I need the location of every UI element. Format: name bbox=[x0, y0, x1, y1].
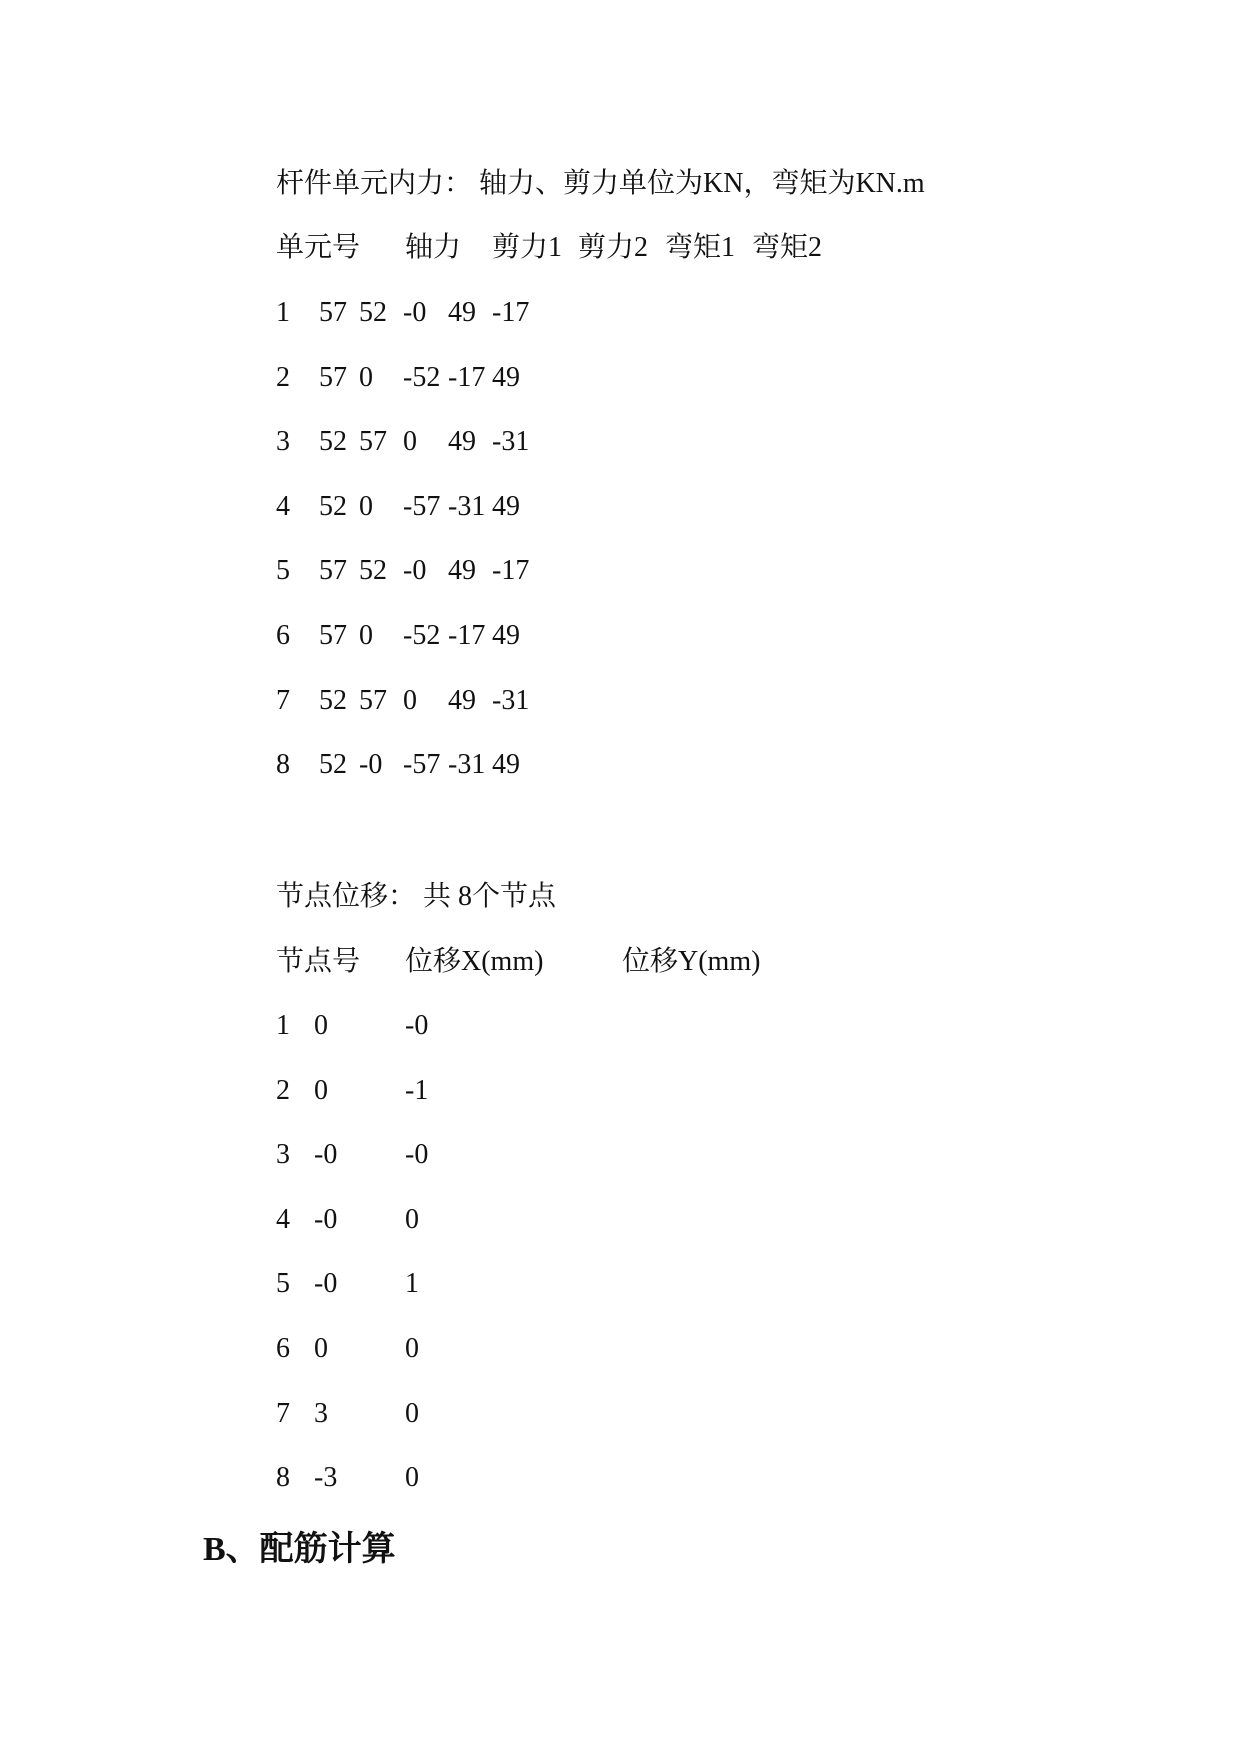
node-displacement-cell: 2 bbox=[276, 1075, 290, 1106]
member-force-cell: 4 bbox=[276, 491, 290, 522]
node-displacement-cell: 0 bbox=[314, 1010, 328, 1041]
node-displacement-cell: -0 bbox=[405, 1139, 429, 1170]
member-force-cell: -17 bbox=[448, 620, 486, 651]
member-force-cell: 3 bbox=[276, 426, 290, 457]
member-force-cell: 57 bbox=[359, 685, 387, 716]
node-displacements-title: 节点位移： 共 8个节点 bbox=[276, 881, 557, 912]
header-disp-y: 位移Y(mm) bbox=[622, 946, 761, 977]
header-shear-1: 剪力1 bbox=[492, 232, 563, 263]
node-displacement-cell: -0 bbox=[314, 1204, 338, 1235]
member-force-cell: 7 bbox=[276, 685, 290, 716]
member-force-cell: 0 bbox=[403, 685, 417, 716]
member-force-cell: 5 bbox=[276, 555, 290, 586]
member-force-cell: 52 bbox=[319, 749, 347, 780]
member-force-cell: 0 bbox=[359, 491, 373, 522]
header-element-no: 单元号 bbox=[276, 232, 361, 263]
member-force-cell: 52 bbox=[359, 297, 387, 328]
header-shear-2: 剪力2 bbox=[578, 232, 649, 263]
node-displacement-cell: 0 bbox=[405, 1462, 419, 1493]
member-force-cell: -17 bbox=[492, 297, 530, 328]
member-force-cell: 49 bbox=[492, 620, 520, 651]
member-force-cell: 49 bbox=[448, 555, 476, 586]
node-displacement-cell: 7 bbox=[276, 1398, 290, 1429]
header-disp-x: 位移X(mm) bbox=[405, 946, 544, 977]
member-force-cell: 52 bbox=[319, 426, 347, 457]
member-force-cell: 1 bbox=[276, 297, 290, 328]
member-force-cell: 52 bbox=[359, 555, 387, 586]
node-displacement-cell: 0 bbox=[405, 1398, 419, 1429]
member-force-cell: -52 bbox=[403, 620, 441, 651]
member-force-cell: -31 bbox=[492, 685, 530, 716]
member-force-cell: 49 bbox=[492, 491, 520, 522]
header-node-no: 节点号 bbox=[276, 946, 361, 977]
node-displacement-cell: 5 bbox=[276, 1268, 290, 1299]
member-force-cell: -31 bbox=[448, 749, 486, 780]
header-moment-2: 弯矩2 bbox=[752, 232, 823, 263]
member-force-cell: 49 bbox=[448, 297, 476, 328]
node-displacement-cell: 3 bbox=[276, 1139, 290, 1170]
member-force-cell: -0 bbox=[403, 555, 427, 586]
node-displacement-cell: 0 bbox=[405, 1204, 419, 1235]
member-force-cell: 57 bbox=[319, 620, 347, 651]
member-force-cell: 57 bbox=[319, 362, 347, 393]
header-axial: 轴力 bbox=[405, 232, 462, 263]
member-force-cell: -57 bbox=[403, 749, 441, 780]
member-force-cell: 52 bbox=[319, 685, 347, 716]
header-moment-1: 弯矩1 bbox=[665, 232, 736, 263]
member-force-cell: 49 bbox=[492, 749, 520, 780]
member-force-cell: 6 bbox=[276, 620, 290, 651]
node-displacement-cell: -3 bbox=[314, 1462, 338, 1493]
member-force-cell: 8 bbox=[276, 749, 290, 780]
member-forces-title: 杆件单元内力： 轴力、剪力单位为KN，弯矩为KN.m bbox=[276, 168, 925, 199]
node-displacement-cell: 8 bbox=[276, 1462, 290, 1493]
node-displacement-cell: 0 bbox=[314, 1075, 328, 1106]
member-force-cell: 0 bbox=[359, 620, 373, 651]
member-force-cell: -17 bbox=[448, 362, 486, 393]
section-heading: B、配筋计算 bbox=[203, 1531, 396, 1568]
node-displacement-cell: 4 bbox=[276, 1204, 290, 1235]
member-force-cell: 52 bbox=[319, 491, 347, 522]
member-force-cell: 57 bbox=[319, 297, 347, 328]
member-force-cell: 0 bbox=[403, 426, 417, 457]
member-force-cell: -17 bbox=[492, 555, 530, 586]
node-displacement-cell: 6 bbox=[276, 1333, 290, 1364]
node-displacement-cell: 0 bbox=[314, 1333, 328, 1364]
member-force-cell: -52 bbox=[403, 362, 441, 393]
member-force-cell: 2 bbox=[276, 362, 290, 393]
member-force-cell: 57 bbox=[359, 426, 387, 457]
node-displacement-cell: -1 bbox=[405, 1075, 429, 1106]
node-displacement-cell: 1 bbox=[405, 1268, 419, 1299]
member-force-cell: 57 bbox=[319, 555, 347, 586]
node-displacement-cell: 3 bbox=[314, 1398, 328, 1429]
node-displacement-cell: -0 bbox=[314, 1268, 338, 1299]
node-displacement-cell: 1 bbox=[276, 1010, 290, 1041]
member-force-cell: -31 bbox=[492, 426, 530, 457]
node-displacement-cell: -0 bbox=[405, 1010, 429, 1041]
member-force-cell: -0 bbox=[359, 749, 383, 780]
member-force-cell: 0 bbox=[359, 362, 373, 393]
node-displacement-cell: 0 bbox=[405, 1333, 419, 1364]
member-force-cell: -57 bbox=[403, 491, 441, 522]
member-force-cell: -31 bbox=[448, 491, 486, 522]
member-force-cell: 49 bbox=[492, 362, 520, 393]
member-force-cell: -0 bbox=[403, 297, 427, 328]
member-force-cell: 49 bbox=[448, 685, 476, 716]
node-displacement-cell: -0 bbox=[314, 1139, 338, 1170]
member-force-cell: 49 bbox=[448, 426, 476, 457]
